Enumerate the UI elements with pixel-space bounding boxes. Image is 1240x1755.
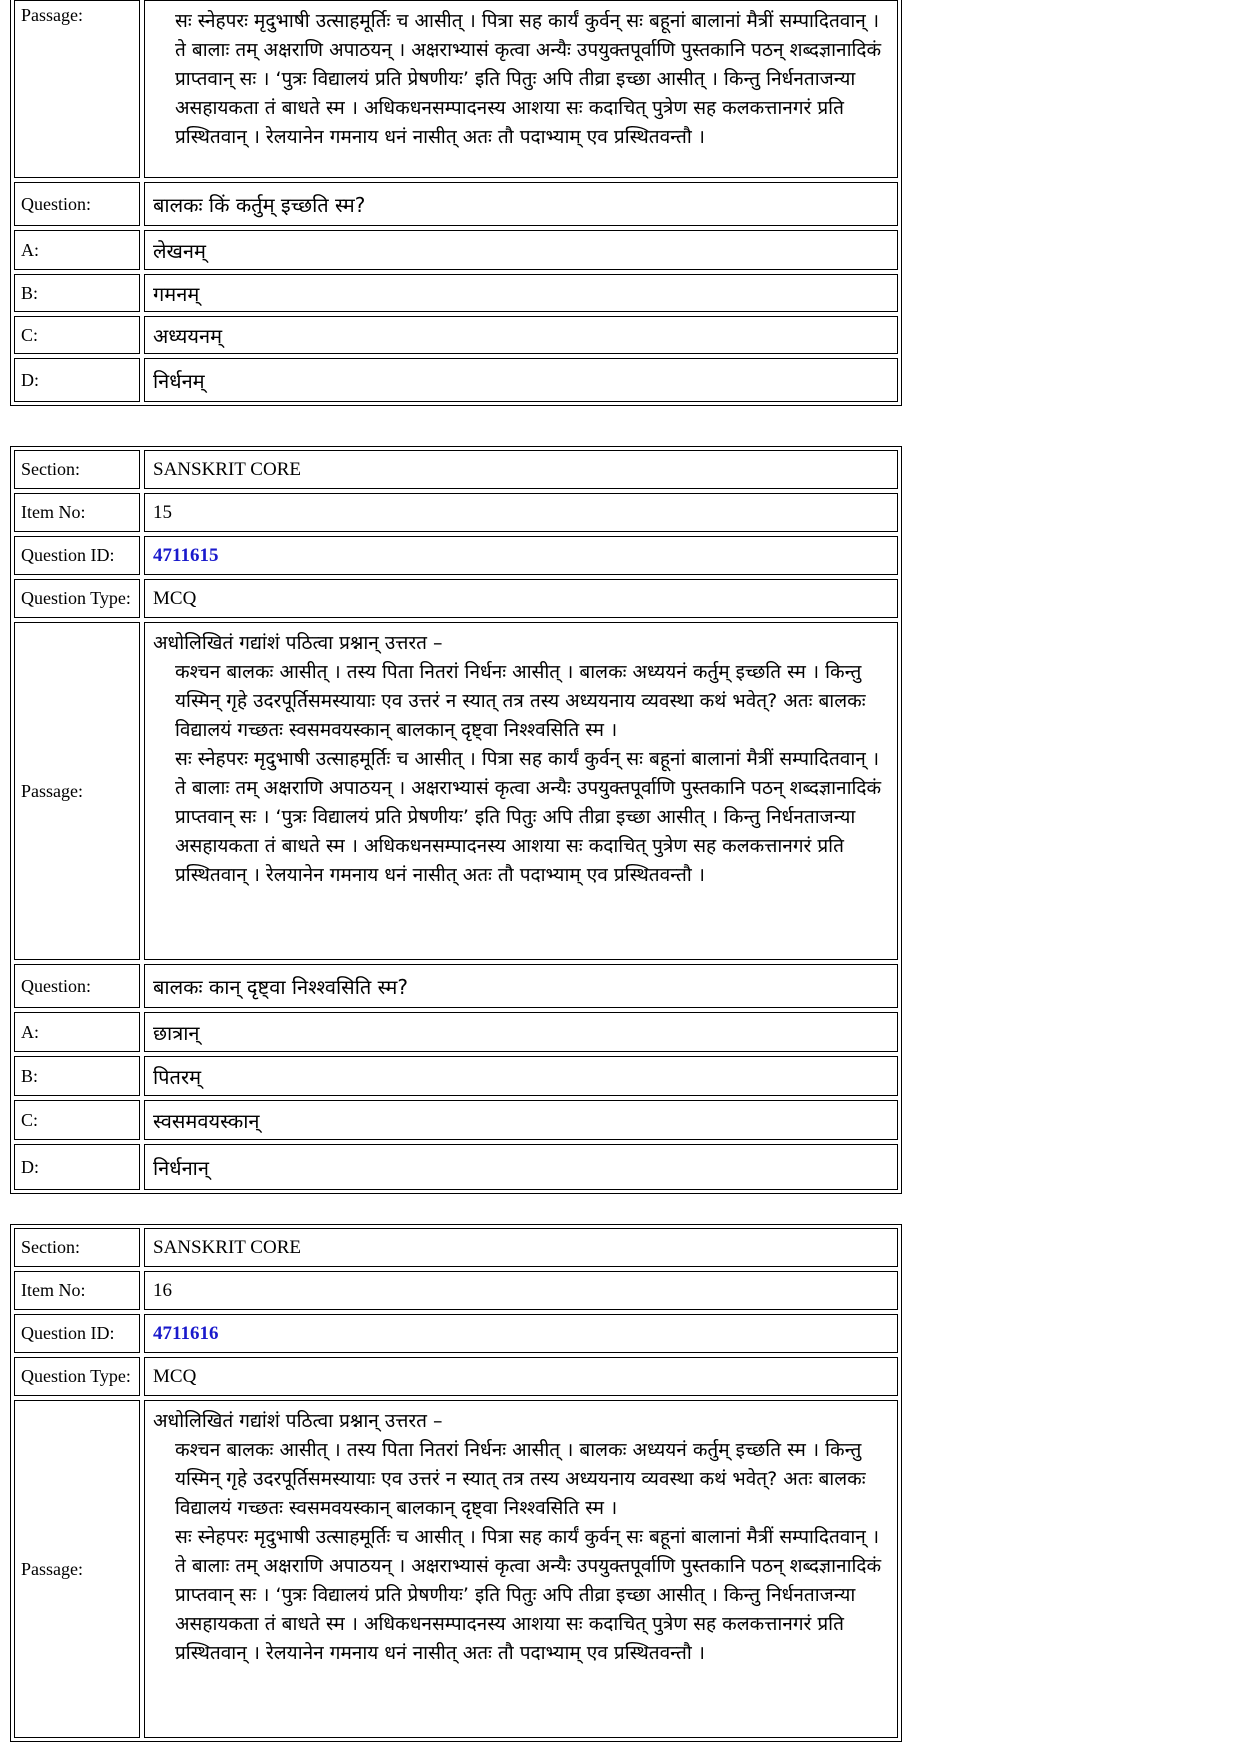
passage-paragraph-1: कश्चन बालकः आसीत् । तस्य पिता नितरां निर्धनः आसीत् । बालकः अध्ययनं कर्तुम् इच्छति स्म । किन्तु यस्मिन् गृहे उदरपूर्तिसमस्यायाः एव उत्तरं न स्यात् तत्र तस्य अध्ययनाय व्यवस्था कथं भवेत्? अतः बालकः विद्यालयं गच्छतः स्वसमवयस्कान् बालकान् दृष्ट्वा निश्श्वसिति स्म ।: [175, 661, 866, 741]
passage-paragraph-1: कश्चन बालकः आसीत् । तस्य पिता नितरां निर्धनः आसीत् । बालकः अध्ययनं कर्तुम् इच्छति स्म । किन्तु यस्मिन् गृहे उदरपूर्तिसमस्यायाः एव उत्तरं न स्यात् तत्र तस्य अध्ययनाय व्यवस्था कथं भवेत्? अतः बालकः विद्यालयं गच्छतः स्वसमवयस्कान् बालकान् दृष्ट्वा निश्श्वसिति स्म ।: [175, 1439, 866, 1519]
passage-row: [14, 1400, 898, 1738]
passage-label: Passage:: [14, 1400, 140, 1738]
option-d-text[interactable]: निर्धनम्: [144, 358, 898, 402]
item-no-row: [14, 493, 898, 532]
option-c-row[interactable]: [14, 1100, 898, 1140]
option-b-text[interactable]: गमनम्: [144, 274, 898, 312]
passage-text: [144, 0, 898, 178]
question-type-row: [14, 1357, 898, 1396]
question-id-label: Question ID:: [14, 1314, 140, 1353]
option-d-row[interactable]: [14, 1144, 898, 1190]
option-a-text[interactable]: छात्रान्: [144, 1012, 898, 1052]
passage-row: [14, 622, 898, 960]
option-b-text[interactable]: पितरम्: [144, 1056, 898, 1096]
item-no-label: Item No:: [14, 493, 140, 532]
question-type-label: Question Type:: [14, 1357, 140, 1396]
question-type-value: MCQ: [144, 1357, 898, 1396]
passage-row: [14, 0, 898, 178]
option-c-text[interactable]: अध्ययनम्: [144, 316, 898, 354]
option-d-row[interactable]: [14, 358, 898, 402]
section-value: SANSKRIT CORE: [144, 1228, 898, 1267]
question-text: बालकः कान् दृष्ट्वा निश्श्वसिति स्म?: [144, 964, 898, 1008]
option-c-label: C:: [14, 316, 140, 354]
passage-text: [144, 622, 898, 960]
passage-text: [144, 1400, 898, 1738]
question-id-value: 4711616: [144, 1314, 898, 1353]
option-c-label: C:: [14, 1100, 140, 1140]
section-value: SANSKRIT CORE: [144, 450, 898, 489]
option-b-row[interactable]: [14, 1056, 898, 1096]
section-label: Section:: [14, 450, 140, 489]
passage-heading: अधोलिखितं गद्यांशं पठित्वा प्रश्नान् उत्तरत –: [153, 1410, 443, 1432]
passage-paragraph-2: सः स्नेहपरः मृदुभाषी उत्साहमूर्तिः च आसीत् । पित्रा सह कार्यं कुर्वन् सः बहूनां बालानां मैत्रीं सम्पादितवान् । ते बालाः तम् अक्षराणि अपाठयन् । अक्षराभ्यासं कृत्वा अन्यैः उपयुक्तपूर्वाणि पुस्तकानि पठन् शब्दज्ञानादिकं प्राप्तवान् सः । ‘पुत्रः विद्यालयं प्रति प्रेषणीयः’ इति पितुः अपि तीव्रा इच्छा आसीत् । किन्तु निर्धनताजन्या असहायकता तं बाधते स्म । अधिकधनसम्पादनस्य आशया सः कदाचित् पुत्रेण सह कलकत्तानगरं प्रति प्रस्थितवान् । रेलयानेन गमनाय धनं नासीत् अतः तौ पदाभ्याम् एव प्रस्थितवन्तौ ।: [175, 1526, 882, 1664]
question-type-label: Question Type:: [14, 579, 140, 618]
option-d-label: D:: [14, 358, 140, 402]
item-no-value: 16: [144, 1271, 898, 1310]
option-b-label: B:: [14, 274, 140, 312]
option-c-text[interactable]: स्वसमवयस्कान्: [144, 1100, 898, 1140]
passage-paragraph-2: सः स्नेहपरः मृदुभाषी उत्साहमूर्तिः च आसीत् । पित्रा सह कार्यं कुर्वन् सः बहूनां बालानां मैत्रीं सम्पादितवान् । ते बालाः तम् अक्षराणि अपाठयन् । अक्षराभ्यासं कृत्वा अन्यैः उपयुक्तपूर्वाणि पुस्तकानि पठन् शब्दज्ञानादिकं प्राप्तवान् सः । ‘पुत्रः विद्यालयं प्रति प्रेषणीयः’ इति पितुः अपि तीव्रा इच्छा आसीत् । किन्तु निर्धनताजन्या असहायकता तं बाधते स्म । अधिकधनसम्पादनस्य आशया सः कदाचित् पुत्रेण सह कलकत्तानगरं प्रति प्रस्थितवान् । रेलयानेन गमनाय धनं नासीत् अतः तौ पदाभ्याम् एव प्रस्थितवन्तौ ।: [175, 748, 882, 886]
question-card-15: [10, 446, 902, 1194]
question-id-row: [14, 536, 898, 575]
question-text: बालकः किं कर्तुम् इच्छति स्म?: [144, 182, 898, 226]
question-id-label: Question ID:: [14, 536, 140, 575]
question-type-value: MCQ: [144, 579, 898, 618]
option-a-label: A:: [14, 230, 140, 270]
option-c-row[interactable]: [14, 316, 898, 354]
question-row: [14, 964, 898, 1008]
question-id-row: [14, 1314, 898, 1353]
question-type-row: [14, 579, 898, 618]
question-row: [14, 182, 898, 226]
option-a-row[interactable]: [14, 1012, 898, 1052]
question-label: Question:: [14, 964, 140, 1008]
item-no-row: [14, 1271, 898, 1310]
option-d-label: D:: [14, 1144, 140, 1190]
question-id-value: 4711615: [144, 536, 898, 575]
section-row: [14, 450, 898, 489]
question-card-14: [10, 0, 902, 406]
question-label: Question:: [14, 182, 140, 226]
option-b-row[interactable]: [14, 274, 898, 312]
item-no-label: Item No:: [14, 1271, 140, 1310]
passage-paragraph-2: सः स्नेहपरः मृदुभाषी उत्साहमूर्तिः च आसीत् । पित्रा सह कार्यं कुर्वन् सः बहूनां बालानां मैत्रीं सम्पादितवान् । ते बालाः तम् अक्षराणि अपाठयन् । अक्षराभ्यासं कृत्वा अन्यैः उपयुक्तपूर्वाणि पुस्तकानि पठन् शब्दज्ञानादिकं प्राप्तवान् सः । ‘पुत्रः विद्यालयं प्रति प्रेषणीयः’ इति पितुः अपि तीव्रा इच्छा आसीत् । किन्तु निर्धनताजन्या असहायकता तं बाधते स्म । अधिकधनसम्पादनस्य आशया सः कदाचित् पुत्रेण सह कलकत्तानगरं प्रति प्रस्थितवान् । रेलयानेन गमनाय धनं नासीत् अतः तौ पदाभ्याम् एव प्रस्थितवन्तौ ।: [175, 10, 882, 148]
option-a-row[interactable]: [14, 230, 898, 270]
option-a-text[interactable]: लेखनम्: [144, 230, 898, 270]
option-a-label: A:: [14, 1012, 140, 1052]
option-b-label: B:: [14, 1056, 140, 1096]
passage-label: Passage:: [14, 0, 140, 178]
item-no-value: 15: [144, 493, 898, 532]
passage-heading: अधोलिखितं गद्यांशं पठित्वा प्रश्नान् उत्तरत –: [153, 632, 443, 654]
section-row: [14, 1228, 898, 1267]
option-d-text[interactable]: निर्धनान्: [144, 1144, 898, 1190]
passage-label: Passage:: [14, 622, 140, 960]
question-card-16: [10, 1224, 902, 1742]
section-label: Section:: [14, 1228, 140, 1267]
